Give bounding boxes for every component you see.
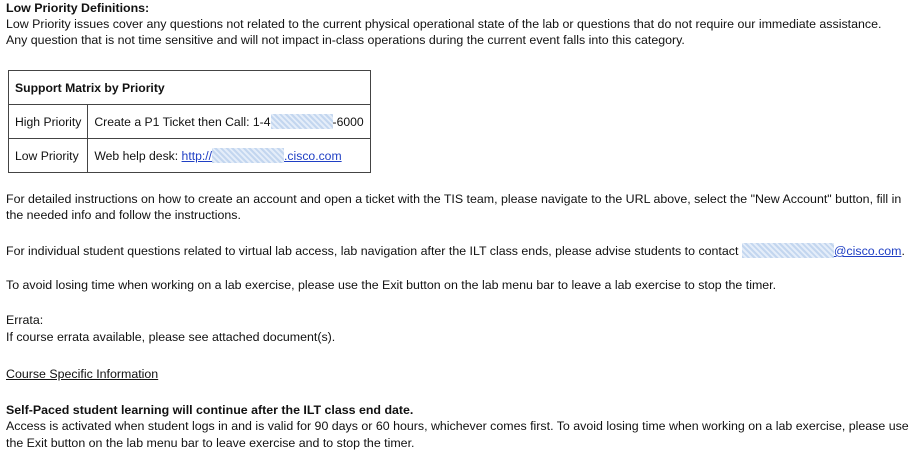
self-paced-line-2: the Exit button on the lab menu bar to leave exercise and to stop the timer. <box>6 436 415 450</box>
help-desk-label: Web help desk: <box>94 149 182 163</box>
low-priority-heading: Low Priority Definitions: <box>6 1 150 15</box>
low-priority-definition-line-1: Low Priority issues cover any questions not related to the current physical operational state of the lab or questions that do not require our immediate assistance. <box>6 17 882 31</box>
priority-cell: High Priority <box>9 105 88 139</box>
redacted-url-block <box>212 148 284 163</box>
high-priority-contact-cell <box>88 105 370 139</box>
help-desk-link-prefix: http:// <box>181 149 213 163</box>
table-row <box>9 105 371 139</box>
self-paced-heading: Self-Paced student learning will continue after the ILT class end date. <box>6 403 414 417</box>
errata-text: If course errata available, please see attached document(s). <box>6 330 336 344</box>
low-priority-contact-cell <box>88 139 370 173</box>
phone-prefix: Create a P1 Ticket then Call: 1-4 <box>94 115 271 129</box>
redacted-phone-block <box>271 114 333 129</box>
student-contact-text: For individual student questions related to virtual lab access, lab navigation after the ILT class ends, please advise students to contact <box>6 244 739 258</box>
student-contact-period: . <box>901 244 905 258</box>
student-contact-line <box>6 243 905 259</box>
redacted-email-block <box>742 243 834 258</box>
support-matrix-title: Support Matrix by Priority <box>9 71 371 105</box>
exit-button-instruction: To avoid losing time when working on a lab exercise, please use the Exit button on the lab menu bar to leave a lab exercise to stop the timer. <box>6 278 777 292</box>
course-specific-heading: Course Specific Information <box>6 367 159 381</box>
help-desk-link[interactable] <box>182 149 342 163</box>
low-priority-definition-line-2: Any question that is not time sensitive and will not impact in-class operations during the current event falls into this category. <box>6 33 685 47</box>
account-instructions-line-2: the needed info and follow the instructions. <box>6 208 241 222</box>
support-matrix-table <box>8 70 371 173</box>
errata-heading: Errata: <box>6 313 44 327</box>
self-paced-line-1: Access is activated when student logs in and is valid for 90 days or 60 hours, whichever comes first. To avoid losing time when working on a lab exercise, please use <box>6 419 909 433</box>
student-contact-email-link[interactable]: @cisco.com <box>833 244 902 258</box>
table-row <box>9 139 371 173</box>
phone-suffix: -6000 <box>332 115 364 129</box>
table-row <box>9 71 371 105</box>
account-instructions-line-1: For detailed instructions on how to create an account and open a ticket with the TIS team, please navigate to the URL above, select the "New Account" button, fill in <box>6 192 902 206</box>
priority-cell: Low Priority <box>9 139 88 173</box>
help-desk-link-suffix: .cisco.com <box>284 149 342 163</box>
